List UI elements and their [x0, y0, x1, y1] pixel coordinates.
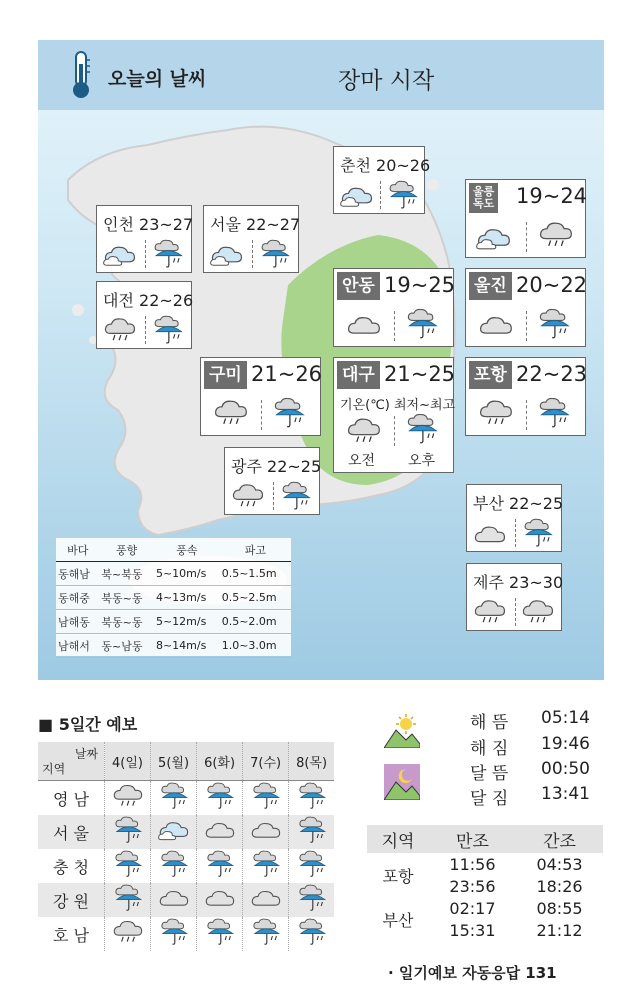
- tide-low: 18:26: [536, 876, 583, 896]
- moonrise-time: 00:50: [541, 759, 590, 779]
- city-box-ulleung: [465, 179, 586, 258]
- city-name: 서울 22~27: [210, 215, 301, 234]
- sea-cell: 남해동: [56, 610, 99, 634]
- rain-icon: [250, 781, 282, 811]
- rain-cloud-icon: [521, 598, 555, 626]
- rain-cloud-icon: [112, 919, 144, 945]
- rain-cloud-icon: [213, 398, 249, 428]
- rain-cloud-icon: [112, 783, 144, 809]
- table-row: [38, 883, 334, 917]
- sea-cell: 북동~동: [99, 610, 154, 634]
- cloud-icon: [250, 818, 282, 842]
- city-box-busan: [466, 484, 562, 552]
- partly-cloudy-icon: [340, 183, 374, 209]
- city-temp: 21~25: [384, 362, 456, 386]
- moonrise-label: 달 뜸: [470, 764, 509, 784]
- sunset-label: 해 짐: [470, 739, 509, 759]
- cloud-icon: [204, 886, 236, 910]
- pm-label: 오후: [408, 453, 436, 469]
- city-temp: 19~25: [384, 273, 456, 297]
- tide-region: 부산: [382, 910, 414, 930]
- rain-icon: [250, 849, 282, 879]
- rain-icon: [404, 412, 440, 446]
- cloud-icon: [250, 886, 282, 910]
- table-row: [56, 634, 291, 658]
- corner-date-label: 날짜: [74, 747, 98, 761]
- sea-cell: 동~남동: [99, 634, 154, 658]
- city-name-tag: 울진: [469, 272, 512, 300]
- sea-header-cell: 풍향: [99, 538, 154, 562]
- rain-icon: [271, 396, 307, 430]
- city-name-tag: 대구: [337, 361, 380, 389]
- sea-cell: 4~13m/s: [154, 586, 220, 610]
- temp-legend-label: 기온(℃) 최저~최고: [340, 398, 456, 413]
- city-box-andong: [333, 268, 454, 347]
- moonset-label: 달 짐: [470, 789, 509, 809]
- rain-icon: [204, 917, 236, 947]
- table-row: [56, 562, 291, 586]
- rain-cloud-icon: [538, 220, 574, 250]
- rain-icon: [112, 849, 144, 879]
- city-temp: 21~26: [251, 362, 323, 386]
- sea-cell: 북동~동: [99, 586, 154, 610]
- forecast-region: 충 청: [53, 857, 89, 877]
- rain-icon: [386, 179, 420, 211]
- sea-cell: 8~14m/s: [154, 634, 220, 658]
- rain-icon: [151, 238, 185, 270]
- table-row: [56, 610, 291, 634]
- moonrise-icon: [384, 764, 420, 800]
- city-temp: 20~22: [516, 273, 588, 297]
- rain-icon: [112, 883, 144, 913]
- am-label: 오전: [348, 453, 376, 469]
- table-row: [367, 897, 603, 919]
- city-box-chuncheon: [333, 146, 431, 214]
- sea-header-row: [56, 538, 291, 562]
- rain-icon: [158, 849, 190, 879]
- partly-cloudy-icon: [103, 242, 137, 268]
- rain-icon: [158, 781, 190, 811]
- rain-cloud-icon: [346, 416, 382, 446]
- cloud-icon: [204, 818, 236, 842]
- rain-icon: [404, 307, 440, 341]
- rain-icon: [204, 781, 236, 811]
- city-name-tag: 구미: [204, 361, 247, 389]
- table-row: [38, 917, 334, 951]
- cloud-icon: [346, 311, 382, 339]
- rain-icon: [279, 480, 313, 512]
- sea-cell: 5~10m/s: [154, 562, 220, 586]
- rain-cloud-icon: [473, 598, 507, 626]
- forecast-title: ■ 5일간 예보: [38, 715, 138, 734]
- rain-icon: [296, 815, 328, 845]
- sea-cell: 북~북동: [99, 562, 154, 586]
- rain-icon: [536, 396, 572, 430]
- forecast-day: 8(목): [289, 742, 334, 781]
- table-row: [56, 586, 291, 610]
- table-row: [38, 781, 334, 816]
- city-name-tag: 안동: [337, 272, 380, 300]
- tide-header-cell: 간조: [516, 825, 603, 853]
- tide-region: 포항: [382, 866, 414, 886]
- city-temp: 22~23: [516, 362, 588, 386]
- rain-icon: [296, 849, 328, 879]
- rain-icon: [536, 307, 572, 341]
- city-name: 제주 23~30: [473, 573, 564, 592]
- tide-header-cell: 만조: [429, 825, 516, 853]
- forecast-region: 서 울: [38, 815, 105, 849]
- forecast-region: 호 남: [53, 925, 89, 945]
- table-row: [38, 849, 334, 883]
- sea-header-cell: 풍속: [154, 538, 220, 562]
- table-row: [38, 815, 334, 849]
- forecast-corner-cell: [38, 742, 105, 781]
- forecast-header-row: [38, 742, 334, 781]
- city-box-gwangju: [224, 447, 320, 515]
- city-box-uljin: [465, 268, 586, 347]
- tide-high: 23:56: [449, 876, 496, 896]
- tide-high: 15:31: [449, 920, 496, 940]
- city-name-tag: 포항: [469, 361, 512, 389]
- rain-icon: [151, 314, 185, 346]
- rain-icon: [250, 917, 282, 947]
- header-bar: [38, 40, 604, 110]
- city-box-gumi: [200, 357, 321, 436]
- sunrise-icon: [384, 712, 420, 748]
- city-box-incheon: [96, 205, 192, 273]
- rain-icon: [158, 917, 190, 947]
- forecast-region: 영 남: [53, 789, 89, 809]
- city-box-pohang: [465, 357, 586, 436]
- city-name-tag: 울릉 독도: [469, 183, 498, 213]
- city-name: 대전 22~26: [103, 291, 194, 310]
- tide-header-cell: 지역: [367, 825, 429, 853]
- page-title: 오늘의 날씨: [108, 68, 207, 90]
- rain-icon: [204, 849, 236, 879]
- cloud-icon: [158, 886, 190, 910]
- sea-cell: 동해남: [56, 562, 99, 586]
- city-name: 인천 23~27: [103, 215, 194, 234]
- sea-cell: 5~12m/s: [154, 610, 220, 634]
- page-subtitle: 장마 시작: [338, 68, 435, 94]
- table-row: [367, 853, 603, 875]
- rain-icon: [521, 517, 555, 549]
- sunrise-time: 05:14: [541, 708, 590, 728]
- partly-cloudy-icon: [476, 224, 512, 252]
- rain-icon: [112, 815, 144, 845]
- tide-high: 11:56: [449, 854, 496, 874]
- footer-note: · 일기예보 자동응답 131: [388, 964, 557, 982]
- cloud-icon: [478, 311, 514, 339]
- city-name: 춘천 20~26: [340, 156, 431, 175]
- rain-icon: [296, 917, 328, 947]
- city-box-daegu: [333, 357, 454, 473]
- moonset-time: 13:41: [541, 784, 590, 804]
- sea-cell: 동해중: [56, 586, 99, 610]
- tide-low: 08:55: [536, 898, 583, 918]
- cloud-icon: [473, 521, 507, 547]
- sea-cell: 0.5~2.5m: [220, 586, 291, 610]
- sea-header-cell: 바다: [56, 538, 99, 562]
- tide-low: 04:53: [536, 854, 583, 874]
- sea-cell: 1.0~3.0m: [220, 634, 291, 658]
- tide-low: 21:12: [536, 920, 583, 940]
- tide-table: [367, 825, 603, 941]
- city-box-seoul: [203, 205, 299, 273]
- tide-high: 02:17: [449, 898, 496, 918]
- forecast-day: 4(일): [105, 742, 151, 781]
- city-name: 부산 22~25: [473, 494, 564, 513]
- sea-cell: 0.5~1.5m: [220, 562, 291, 586]
- rain-cloud-icon: [478, 398, 514, 428]
- sunset-time: 19:46: [541, 734, 590, 754]
- forecast-day: 6(화): [197, 742, 243, 781]
- city-box-daejeon: [96, 281, 192, 349]
- forecast-day: 5(월): [151, 742, 197, 781]
- sea-header-cell: 파고: [220, 538, 291, 562]
- rain-cloud-icon: [103, 316, 137, 344]
- forecast-region: 강 원: [38, 883, 105, 917]
- sea-cell: 0.5~2.0m: [220, 610, 291, 634]
- thermometer-icon: [68, 50, 94, 100]
- city-name: 광주 22~25: [231, 457, 322, 476]
- rain-icon: [296, 781, 328, 811]
- corner-region-label: 지역: [42, 762, 66, 776]
- rain-cloud-icon: [231, 482, 265, 510]
- rain-icon: [258, 238, 292, 270]
- city-box-jeju: [466, 563, 562, 631]
- city-temp: 19~24: [516, 184, 588, 208]
- forecast-day: 7(수): [243, 742, 289, 781]
- rain-icon: [296, 883, 328, 913]
- sea-conditions-table: [56, 538, 291, 656]
- sea-cell: 남해서: [56, 634, 99, 658]
- forecast-table: [38, 742, 334, 951]
- partly-cloudy-icon: [210, 242, 244, 268]
- partly-cloudy-icon: [158, 818, 190, 842]
- tide-header-row: [367, 825, 603, 853]
- sunrise-label: 해 뜸: [470, 713, 509, 733]
